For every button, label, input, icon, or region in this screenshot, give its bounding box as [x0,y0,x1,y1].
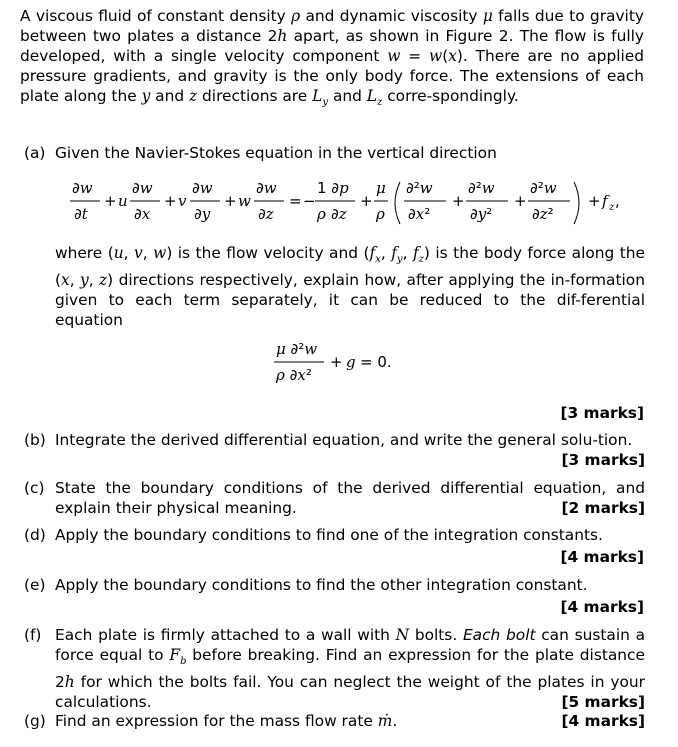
part-g-text: Find an expression for the mass flow rate ṁ. [4 marks] [55,712,645,730]
svg-text:∂w: ∂w [72,179,93,197]
part-a-lead: Given the Navier-Stokes equation in the vertical direction [55,144,497,162]
part-c-text: State the boundary conditions of the derived differential equation, and explain their physical meaning. [2 marks] [55,479,645,517]
svg-text:u: u [118,192,128,210]
svg-text:∂z: ∂z [331,205,347,223]
part-c-label: (c) [24,479,45,497]
part-f-text: Each plate is firmly attached to a wall with N bolts. Each bolt can sustain a force equal to $F_b$ before breaking. Find an expression for the plate distance 2h for which the bolts fail. You can neglect the weight of the plates in your calculations. [5 marks] [55,626,646,712]
svg-text:f: f [602,192,608,210]
svg-text:∂²w: ∂²w [468,179,495,197]
part-b-label: (b) [24,431,46,449]
svg-text:ρ: ρ [317,205,326,223]
intro-paragraph: A viscous fluid of constant density ρ and dynamic viscosity μ falls due to gravity between two plates a distance 2h apart, as shown in Figure 2. The flow is fully developed, with a single velocity component w = w(x). There are no applied pressure gradients, and gravity is the only body force. The extensions of each plate along the y and z directions are $L_y$ and $L_z$ corre-spondingly. [20,7,644,109]
part-e-label: (e) [24,576,46,594]
svg-text:∂²w: ∂²w [406,179,433,197]
part-g-marks: [4 marks] [561,712,645,730]
part-e-marks: [4 marks] [560,598,644,616]
navier-stokes-equation [60,174,620,232]
part-a-after-text: where (u, v, w) is the flow velocity and ($f_x$, $f_y$, $f_z$) is the body force along the (x, y, z) directions respectively, explain how, after applying the in-formation given to each term separately, it can be reduced to the dif-ferential equation [55,244,646,330]
svg-text:μ ∂²w: μ ∂²w [276,340,318,358]
svg-text:ρ ∂x²: ρ ∂x² [276,366,312,384]
part-d-marks: [4 marks] [560,548,644,566]
svg-text:,: , [615,192,620,210]
svg-text:ρ: ρ [376,205,385,223]
part-d-label: (d) [24,526,46,544]
svg-text:v: v [178,192,187,210]
part-b-text: Integrate the derived differential equation, and write the general solu-tion. [3 marks] [55,431,645,469]
svg-text:g: g [346,353,356,371]
svg-text:+: + [588,192,601,210]
svg-text:1 ∂p: 1 ∂p [317,179,349,197]
part-a-marks: [3 marks] [560,404,644,422]
svg-text:∂w: ∂w [256,179,277,197]
svg-text:+: + [164,192,177,210]
svg-text:+: + [452,192,465,210]
svg-text:+: + [514,192,527,210]
svg-text:+: + [360,192,373,210]
svg-text:∂x: ∂x [134,205,151,223]
svg-text:= 0.: = 0. [360,353,392,371]
svg-text:−: − [303,192,316,210]
svg-text:∂z²: ∂z² [532,205,554,223]
part-a-label: (a) [24,144,46,162]
part-f-label: (f) [24,626,42,644]
part-c-marks: [2 marks] [561,499,645,517]
svg-text:∂x²: ∂x² [408,205,431,223]
part-f-marks: [5 marks] [561,693,645,712]
svg-text:∂²w: ∂²w [530,179,557,197]
svg-text:+: + [104,192,117,210]
svg-text:=: = [289,192,302,210]
svg-text:∂w: ∂w [132,179,153,197]
svg-text:μ: μ [376,179,386,197]
svg-text:z: z [609,202,615,213]
svg-text:∂w: ∂w [192,179,213,197]
reduced-differential-equation [272,336,412,388]
svg-text:w: w [238,192,251,210]
part-g-label: (g) [24,712,46,730]
part-b-marks: [3 marks] [561,451,645,469]
part-e-text: Apply the boundary conditions to find the other integration constant. [55,576,588,594]
svg-text:∂t: ∂t [74,205,88,223]
svg-text:+: + [224,192,237,210]
svg-text:∂y: ∂y [194,205,211,223]
svg-text:+: + [330,353,343,371]
svg-text:∂y²: ∂y² [470,205,493,223]
svg-text:∂z: ∂z [258,205,274,223]
part-d-text: Apply the boundary conditions to find one of the integration constants. [55,526,603,544]
